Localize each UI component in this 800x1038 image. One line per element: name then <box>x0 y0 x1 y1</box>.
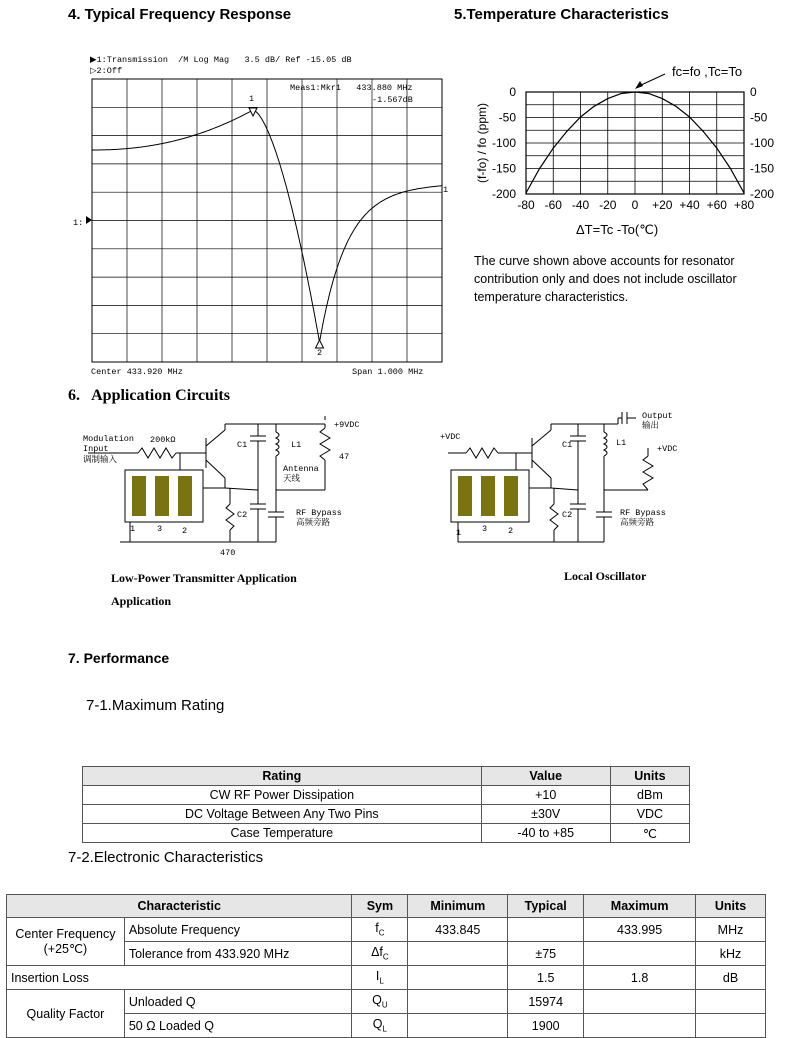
tx-mod-label3: 调制输入 <box>83 455 118 465</box>
cell: +10 <box>481 786 610 805</box>
fr-span: Span 1.000 MHz <box>352 367 424 377</box>
tx-r47: 47 <box>339 452 350 462</box>
table-header-row <box>7 895 766 918</box>
table-row <box>7 966 766 990</box>
tc-point <box>594 106 595 107</box>
cell: 1900 <box>508 1014 584 1038</box>
fr-trace-line1: ▶1:Transmission /M Log Mag 3.5 dB/ Ref -15.05 dB <box>90 55 352 65</box>
freq-response-heading: 4. Typical Frequency Response <box>68 6 292 23</box>
cell: 15974 <box>508 990 584 1014</box>
tx-r-label: 200kΩ <box>150 435 176 445</box>
cell: 433.845 <box>408 918 508 942</box>
tc-xtick-label: +20 <box>652 198 673 212</box>
sym-text: f <box>375 921 379 936</box>
tc-xtick-label: -60 <box>544 198 562 212</box>
lo-bypass2: 高频旁路 <box>620 518 655 528</box>
max-rating-heading: 7-1.Maximum Rating <box>86 697 225 714</box>
fr-ref-marker: 1: <box>73 218 84 228</box>
lo-pin3: 3 <box>482 524 488 534</box>
sym-text: Q <box>372 993 382 1008</box>
tx-l1: L1 <box>291 440 302 450</box>
cell <box>352 990 408 1014</box>
temp-note-line1: The curve shown above accounts for resonator <box>474 254 735 268</box>
fr-marker1-label: 1 <box>249 94 255 104</box>
fr-trace-line2: ▷2:Off <box>90 66 123 76</box>
temp-note <box>474 252 737 306</box>
tx-bypass1: RF Bypass <box>296 508 342 518</box>
tc-point <box>662 98 663 99</box>
table-row <box>7 990 766 1014</box>
cell <box>696 990 766 1014</box>
cf-line1: Center Frequency <box>15 927 116 941</box>
cell: -40 to +85 <box>481 824 610 843</box>
tc-ylabel: (f-fo) / fo (ppm) <box>475 102 489 184</box>
fr-meas-line2: -1.567dB <box>372 95 413 105</box>
sym-sub: C <box>382 952 389 962</box>
cell <box>696 1014 766 1038</box>
tc-ytick-right-label: -50 <box>750 110 768 125</box>
tc-point <box>525 192 526 193</box>
tx-c1: C1 <box>237 440 248 450</box>
cell: 1.8 <box>584 966 696 990</box>
lo-bypass1: RF Bypass <box>620 508 666 518</box>
col-units: Units <box>696 895 766 918</box>
tc-ytick-left-label: -100 <box>491 136 516 150</box>
cell: dB <box>696 966 766 990</box>
tc-ytick-right-label: -200 <box>750 187 775 201</box>
cell: ℃ <box>610 824 689 843</box>
cell: 433.995 <box>584 918 696 942</box>
tc-ytick-left-label: -150 <box>491 161 516 176</box>
cell: VDC <box>610 805 689 824</box>
performance-heading: 7. Performance <box>68 650 170 666</box>
col-maximum: Maximum <box>584 895 696 918</box>
cell <box>352 966 408 990</box>
lo-output1: Output <box>642 411 673 421</box>
cell: MHz <box>696 918 766 942</box>
tx-r470: 470 <box>220 548 236 558</box>
temp-char-heading: 5.Temperature Characteristics <box>454 6 669 23</box>
cell <box>508 918 584 942</box>
tc-point <box>539 168 540 169</box>
frequency-response-chart <box>62 52 452 382</box>
cell: 50 Ω Loaded Q <box>124 1014 352 1038</box>
tc-point <box>607 98 608 99</box>
lo-c2: C2 <box>562 510 573 520</box>
temp-note-line2: contribution only and does not include oscillator <box>474 272 737 286</box>
cell: DC Voltage Between Any Two Pins <box>83 805 482 824</box>
tc-xtick-label: -80 <box>517 198 535 212</box>
cell <box>352 1014 408 1038</box>
table-row <box>7 918 766 942</box>
cell <box>352 918 408 942</box>
lo-vdc-left: +VDC <box>440 432 461 442</box>
fr-meas-line1: Meas1:Mkr1 433.880 MHz <box>290 83 413 93</box>
fr-marker2 <box>316 340 324 348</box>
sym-sub: C <box>378 928 385 938</box>
temp-xlabel: ΔT=Tc -To(℃) <box>576 222 659 237</box>
tc-annotation-arrow <box>635 81 643 89</box>
tx-pin2: 2 <box>182 526 188 536</box>
cell: kHz <box>696 942 766 966</box>
tc-point <box>743 192 744 193</box>
lo-caption: Local Oscillator <box>564 569 647 583</box>
app-circuits-heading: 6. Application Circuits <box>68 387 230 404</box>
tc-ytick-right-label: -100 <box>750 136 775 150</box>
lo-pin1: 1 <box>456 528 462 538</box>
tc-point <box>689 116 690 117</box>
tc-point <box>566 131 567 132</box>
tx-bypass2: 高频旁路 <box>296 518 331 528</box>
col-characteristic: Characteristic <box>7 895 352 918</box>
cell <box>584 942 696 966</box>
cell <box>408 1014 508 1038</box>
table-row <box>83 786 690 805</box>
sym-text: Δf <box>371 945 383 960</box>
tx-caption2: Application <box>111 594 172 608</box>
tx-pin1: 1 <box>130 524 136 534</box>
col-units: Units <box>610 767 689 786</box>
sym-text: I <box>375 969 380 984</box>
transmitter-circuit <box>80 408 380 558</box>
sym-sub: L <box>382 1024 387 1034</box>
cell: ±75 <box>508 942 584 966</box>
tc-point <box>553 148 554 149</box>
col-typical: Typical <box>508 895 584 918</box>
fr-trace-end-label: 1 <box>443 185 449 195</box>
max-rating-table <box>82 766 690 843</box>
lo-c1: C1 <box>562 440 573 450</box>
tc-ytick-left-label: 0 <box>509 85 516 99</box>
tc-xtick-label: 0 <box>631 198 639 212</box>
tc-ytick-left-label: -50 <box>498 110 516 125</box>
center-frequency-label <box>7 918 125 966</box>
tc-point <box>716 148 717 149</box>
tc-point <box>730 168 731 169</box>
cell: Tolerance from 433.920 MHz <box>124 942 352 966</box>
tc-ytick-left-label: -200 <box>491 187 516 201</box>
col-sym: Sym <box>352 895 408 918</box>
cell <box>408 990 508 1014</box>
lo-vdc-right: +VDC <box>657 444 678 454</box>
cell: CW RF Power Dissipation <box>83 786 482 805</box>
tx-antenna2: 天线 <box>283 474 301 484</box>
tc-ytick-right-label: -150 <box>750 161 775 176</box>
table-header-row <box>83 767 690 786</box>
tc-point <box>621 93 622 94</box>
lo-pin2: 2 <box>508 526 514 536</box>
tx-c2: C2 <box>237 510 248 520</box>
table-row <box>83 824 690 843</box>
col-minimum: Minimum <box>408 895 508 918</box>
temp-note-line3: temperature characteristics. <box>474 290 629 304</box>
electronic-characteristics-table <box>6 894 766 1038</box>
tx-pin3: 3 <box>157 524 163 534</box>
tc-xtick-label: -20 <box>599 198 617 212</box>
lo-output2: 输出 <box>642 421 660 431</box>
sym-sub: L <box>379 976 384 986</box>
tc-point <box>634 91 635 92</box>
tc-ytick-right-label: 0 <box>750 85 757 99</box>
tx-caption1: Low-Power Transmitter Application <box>111 571 297 585</box>
cf-line2: (+25℃) <box>43 942 88 956</box>
col-rating: Rating <box>83 767 482 786</box>
tc-point <box>648 93 649 94</box>
tc-point <box>675 106 676 107</box>
sym-text: Q <box>372 1017 383 1032</box>
cell <box>584 990 696 1014</box>
quality-factor-label: Quality Factor <box>7 990 125 1038</box>
cell: 1.5 <box>508 966 584 990</box>
col-value: Value <box>481 767 610 786</box>
cell <box>408 966 508 990</box>
tx-antenna1: Antenna <box>283 464 319 474</box>
elec-heading: 7-2.Electronic Characteristics <box>68 849 264 866</box>
tx-mod-label1: Modulation <box>83 434 135 444</box>
cell: Unloaded Q <box>124 990 352 1014</box>
tc-annotation-line <box>639 74 665 86</box>
fr-center: Center 433.920 MHz <box>91 367 183 377</box>
tx-vdc: +9VDC <box>334 420 360 430</box>
tc-point <box>703 131 704 132</box>
lo-l1: L1 <box>616 438 627 448</box>
table-row <box>83 805 690 824</box>
fr-ref-arrow <box>86 216 92 224</box>
tc-point <box>580 116 581 117</box>
cell <box>352 942 408 966</box>
tc-xtick-label: +40 <box>679 198 700 212</box>
tc-xtick-label: -40 <box>571 198 590 212</box>
cell: Absolute Frequency <box>124 918 352 942</box>
tc-xtick-label: +60 <box>706 198 727 212</box>
temp-annotation: fc=fo ,Tc=To <box>672 64 743 79</box>
tx-mod-label2: Input <box>83 444 109 454</box>
tc-xtick-label: +80 <box>733 198 755 212</box>
cell: ±30V <box>481 805 610 824</box>
cell: Insertion Loss <box>7 966 352 990</box>
sym-sub: U <box>381 1000 388 1010</box>
cell: dBm <box>610 786 689 805</box>
cell: Case Temperature <box>83 824 482 843</box>
fr-marker2-label: 2 <box>317 348 323 358</box>
cell <box>408 942 508 966</box>
cell <box>584 1014 696 1038</box>
